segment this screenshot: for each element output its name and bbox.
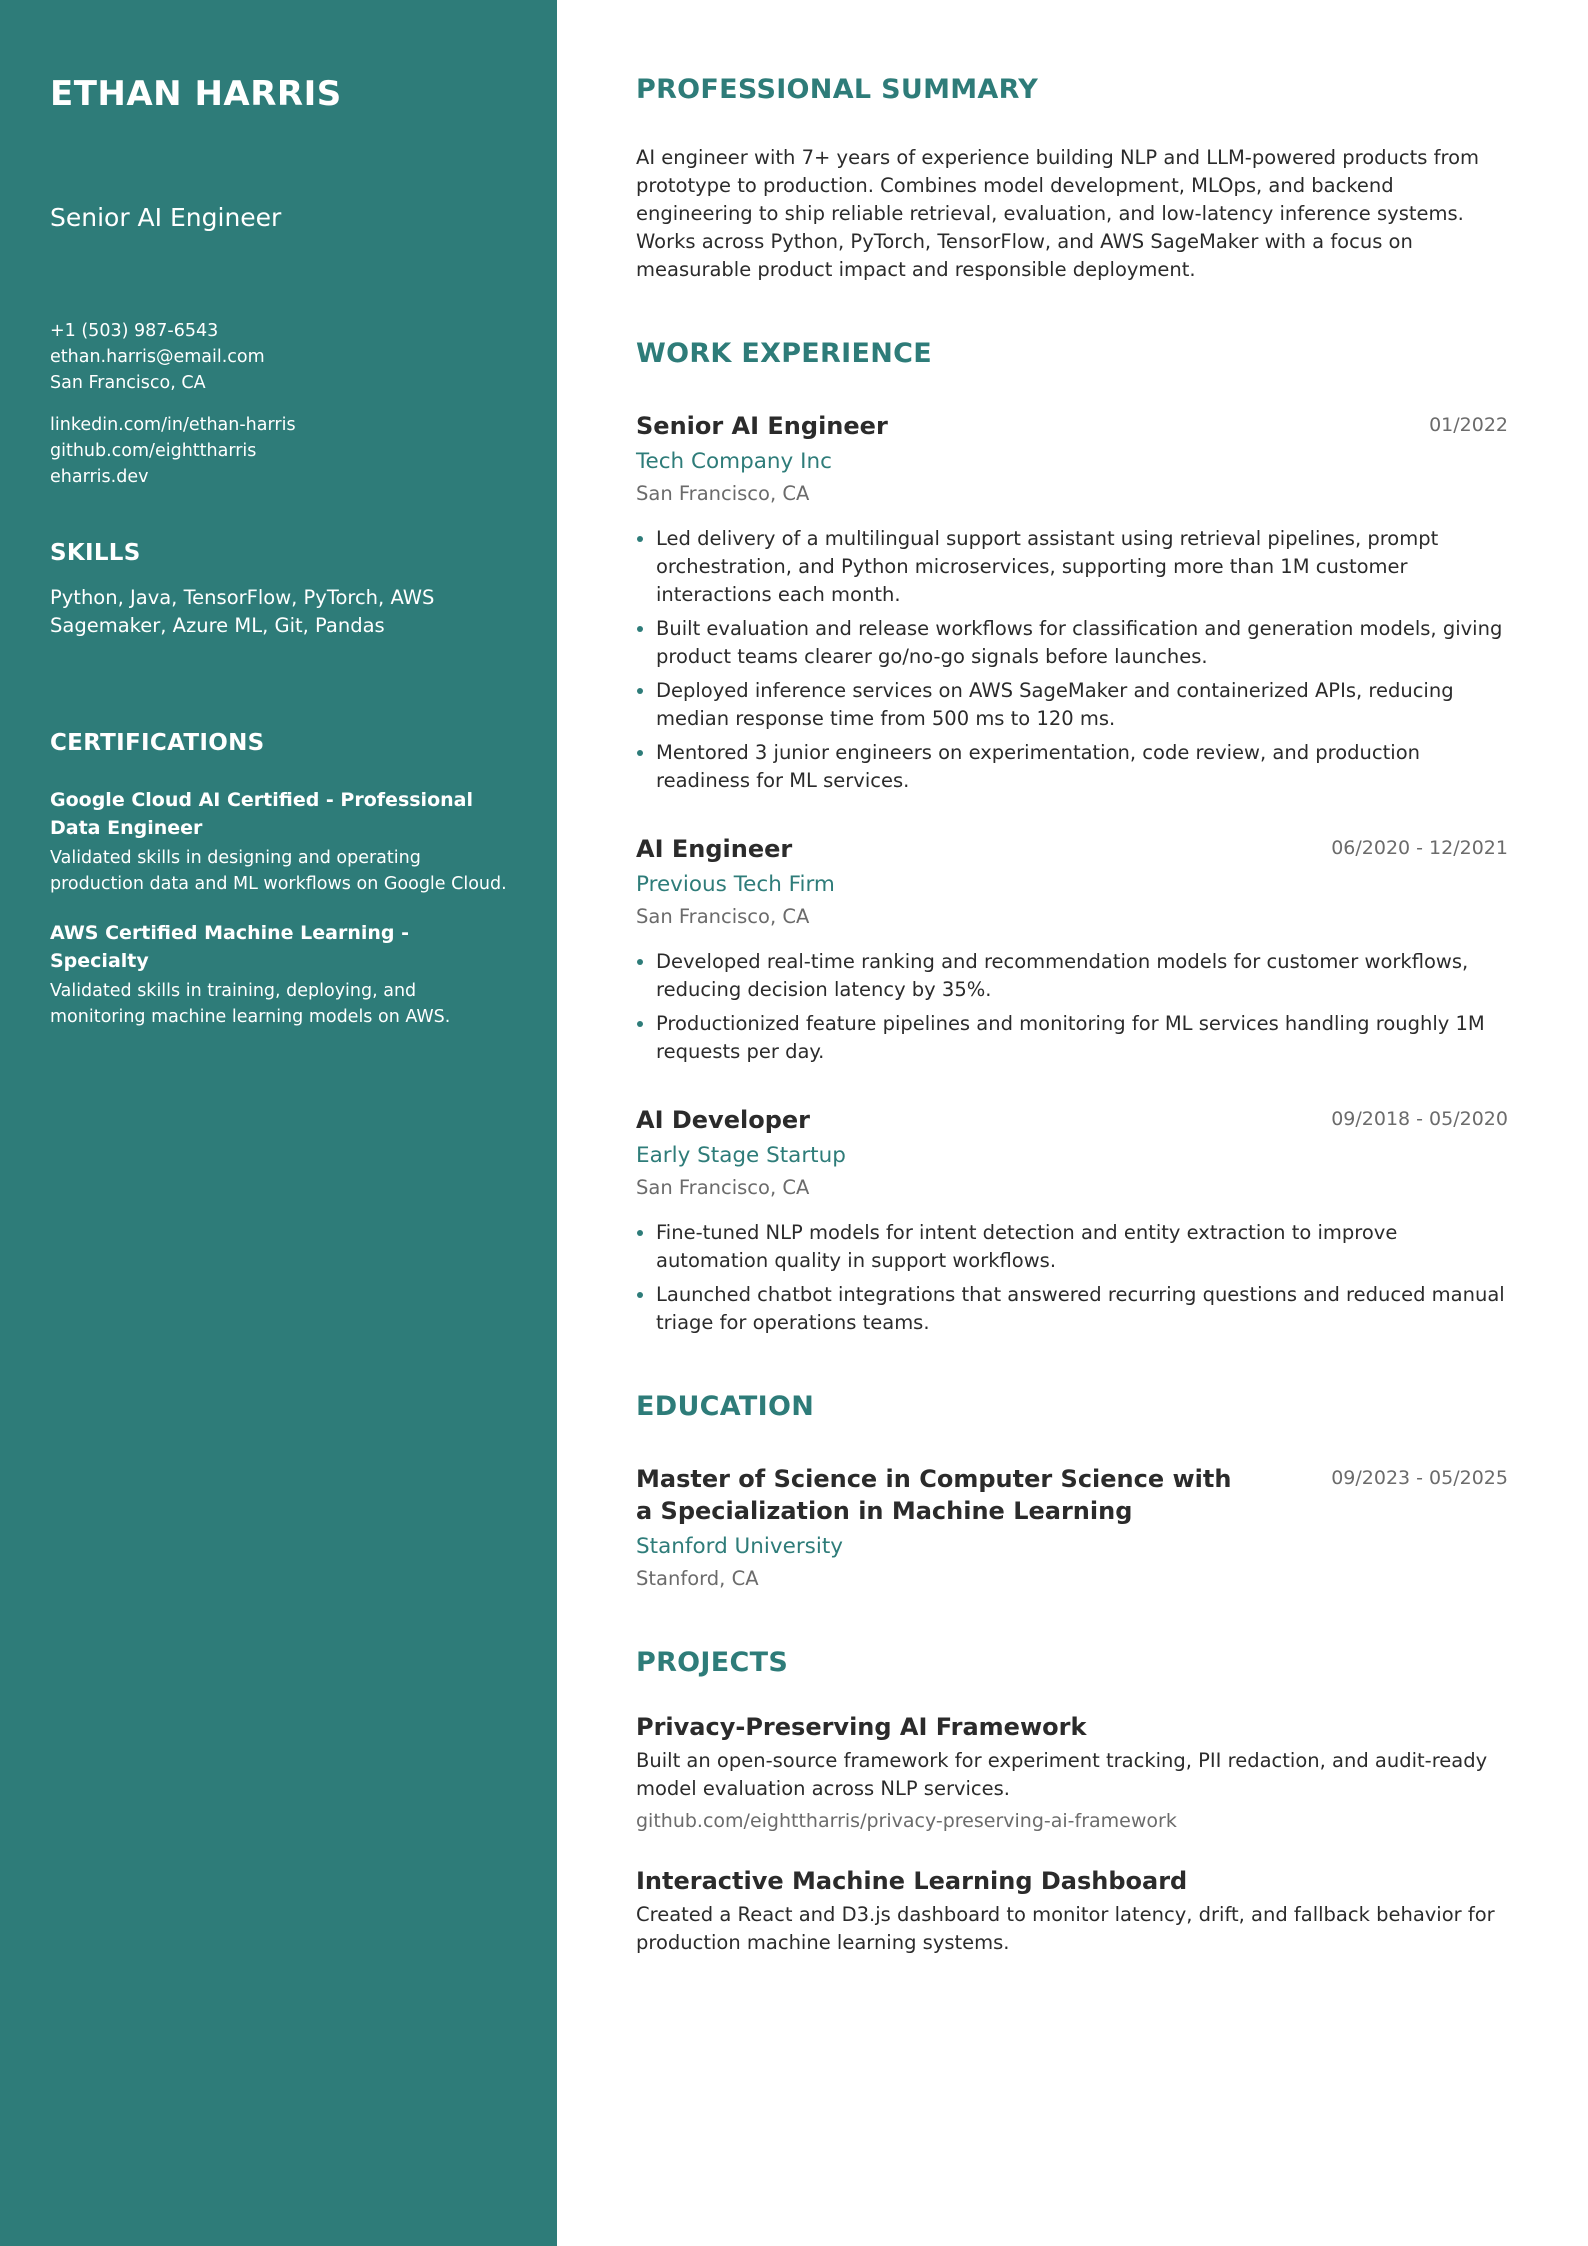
job-company: Early Stage Startup bbox=[636, 1143, 846, 1168]
candidate-title: Senior AI Engineer bbox=[50, 203, 282, 232]
github-link[interactable]: github.com/eighttharris bbox=[50, 441, 257, 461]
bullet-item: Built evaluation and release workflows for classification and generation models, giving product teams clearer go/no-go signals before launches. bbox=[636, 615, 1508, 671]
bullet-item: Productionized feature pipelines and monitoring for ML services handling roughly 1M requests per day. bbox=[636, 1010, 1508, 1066]
summary-heading: PROFESSIONAL SUMMARY bbox=[636, 74, 1039, 105]
certification-description: Validated skills in designing and operating production data and ML workflows on Google Cloud. bbox=[50, 848, 507, 894]
education-section bbox=[636, 1389, 1508, 1593]
summary-text: AI engineer with 7+ years of experience building NLP and LLM-powered products from prototype to production. Combines model development, MLOps, and backend engineering to ship reliable retrieval, evaluation, and low-latency inference systems. Works across Python, PyTorch, TensorFlow, and AWS SageMaker with a focus on measurable product impact and responsible deployment. bbox=[636, 146, 1479, 281]
certification-description: Validated skills in training, deploying, and monitoring machine learning models on AWS. bbox=[50, 981, 451, 1027]
certifications-list bbox=[50, 786, 507, 1030]
certification-name: Google Cloud AI Certified - Professional Data Engineer bbox=[50, 789, 473, 839]
experience-heading: WORK EXPERIENCE bbox=[636, 338, 932, 369]
job-location: San Francisco, CA bbox=[636, 482, 810, 505]
linkedin-link[interactable]: linkedin.com/in/ethan-harris bbox=[50, 415, 296, 435]
job-date: 01/2022 bbox=[1429, 414, 1508, 436]
project-description: Built an open-source framework for experiment tracking, PII redaction, and audit-ready model evaluation across NLP services. bbox=[636, 1749, 1488, 1800]
project-entry bbox=[636, 1711, 1508, 1835]
job-role: AI Developer bbox=[636, 1106, 810, 1134]
location: San Francisco, CA bbox=[50, 373, 206, 393]
certification-item bbox=[50, 919, 507, 1030]
project-link[interactable]: github.com/eighttharris/privacy-preserving-ai-framework bbox=[636, 1810, 1177, 1832]
skills-heading: SKILLS bbox=[50, 540, 141, 566]
job-bullets bbox=[636, 948, 1508, 1066]
job-role: AI Engineer bbox=[636, 835, 793, 863]
main-content bbox=[636, 72, 1508, 1957]
degree: Master of Science in Computer Science with a Specialization in Machine Learning bbox=[636, 1465, 1232, 1525]
contact-info bbox=[50, 318, 507, 396]
job-company: Tech Company Inc bbox=[636, 449, 832, 474]
education-date: 09/2023 - 05/2025 bbox=[1331, 1467, 1508, 1489]
project-name: Privacy-Preserving AI Framework bbox=[636, 1713, 1087, 1741]
sidebar bbox=[0, 0, 557, 2246]
bullet-item: Fine-tuned NLP models for intent detection and entity extraction to improve automation quality in support workflows. bbox=[636, 1219, 1508, 1275]
job-date: 09/2018 - 05/2020 bbox=[1331, 1108, 1508, 1130]
candidate-name: ETHAN HARRIS bbox=[50, 74, 342, 114]
job-company: Previous Tech Firm bbox=[636, 872, 835, 897]
project-description: Created a React and D3.js dashboard to monitor latency, drift, and fallback behavior for production machine learning systems. bbox=[636, 1903, 1495, 1954]
job-entry bbox=[636, 1104, 1508, 1337]
education-heading: EDUCATION bbox=[636, 1391, 815, 1422]
job-bullets bbox=[636, 525, 1508, 795]
bullet-item: Led delivery of a multilingual support assistant using retrieval pipelines, prompt orchestration, and Python microservices, supporting more than 1M customer interactions each month. bbox=[636, 525, 1508, 609]
project-entry bbox=[636, 1865, 1508, 1957]
education-entry bbox=[636, 1463, 1508, 1593]
summary-section bbox=[636, 72, 1508, 284]
job-entry bbox=[636, 833, 1508, 1066]
job-location: San Francisco, CA bbox=[636, 1176, 810, 1199]
job-bullets bbox=[636, 1219, 1508, 1337]
website-link[interactable]: eharris.dev bbox=[50, 467, 149, 487]
bullet-item: Launched chatbot integrations that answered recurring questions and reduced manual triage for operations teams. bbox=[636, 1281, 1508, 1337]
certifications-heading: CERTIFICATIONS bbox=[50, 730, 265, 756]
education-location: Stanford, CA bbox=[636, 1567, 759, 1590]
school: Stanford University bbox=[636, 1534, 844, 1559]
profile-links bbox=[50, 412, 507, 490]
project-name: Interactive Machine Learning Dashboard bbox=[636, 1867, 1188, 1895]
projects-section bbox=[636, 1645, 1508, 1957]
certification-name: AWS Certified Machine Learning - Specialty bbox=[50, 922, 409, 972]
experience-section bbox=[636, 336, 1508, 1337]
job-entry bbox=[636, 410, 1508, 795]
skills-list: Python, Java, TensorFlow, PyTorch, AWS Sagemaker, Azure ML, Git, Pandas bbox=[50, 586, 435, 637]
phone: +1 (503) 987-6543 bbox=[50, 321, 219, 341]
bullet-item: Mentored 3 junior engineers on experimentation, code review, and production readiness for ML services. bbox=[636, 739, 1508, 795]
email-link[interactable]: ethan.harris@email.com bbox=[50, 347, 265, 367]
job-role: Senior AI Engineer bbox=[636, 412, 888, 440]
bullet-item: Deployed inference services on AWS SageMaker and containerized APIs, reducing median response time from 500 ms to 120 ms. bbox=[636, 677, 1508, 733]
certification-item bbox=[50, 786, 507, 897]
bullet-item: Developed real-time ranking and recommendation models for customer workflows, reducing decision latency by 35%. bbox=[636, 948, 1508, 1004]
job-location: San Francisco, CA bbox=[636, 905, 810, 928]
job-date: 06/2020 - 12/2021 bbox=[1331, 837, 1508, 859]
projects-heading: PROJECTS bbox=[636, 1647, 789, 1678]
